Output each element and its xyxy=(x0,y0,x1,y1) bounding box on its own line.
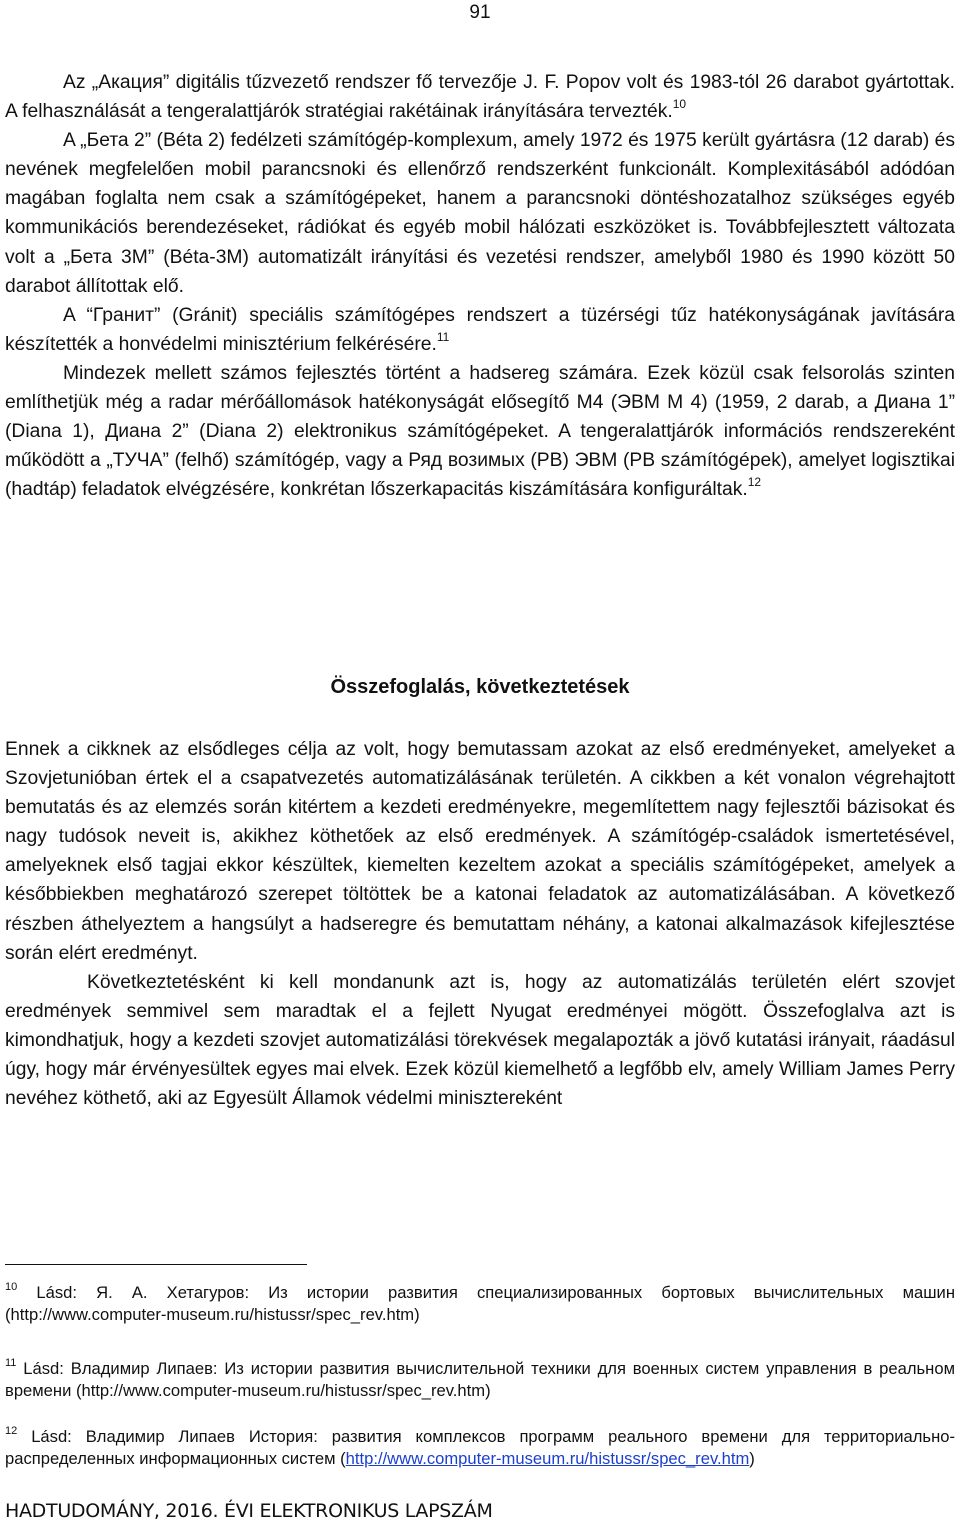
footnote-10 xyxy=(5,1282,955,1326)
paragraph-mindezek xyxy=(5,359,955,504)
footnote-11 xyxy=(5,1358,955,1402)
footnote-separator xyxy=(5,1264,307,1265)
paragraph-conclusion: Következtetésként ki kell mondanunk azt is, hogy az automatizálás területén elért szovjet eredmények semmivel sem maradtak el a fejlett Nyugat eredményei mögött. Összefoglalva azt is kimondhatjuk, hogy a kezdeti szovjet automatizálási törekvések megalapozták a jövő kutatási irányait, ráadásul úgy, hogy már érvényesültek egyes mai elvek. Ezek közül kiemelhető a legfőbb elv, amely William James Perry nevéhez köthető, aki az Egyesült Államok védelmi minisztereként xyxy=(5,971,955,1110)
paragraph-mindezek-text: Mindezek mellett számos fejlesztés történt a hadsereg számára. Ezek közül csak felsorolás szinten említhetjük még a radar mérőállomások hatékonyságát elősegítő M4 (ЭВМ М 4) (1959, 2 darab, a Диана 1” (Diana 1), Диана 2” (Diana 2) elektronikus számítógépeket. A tengeralattjárók információs rendszereként működött a „ТУЧА” (felhő) számítógép, vagy a Ряд возимых (РВ) ЭВМ (РВ számítógépek), amelyet logisztikai (hadtáp) feladatok elvégzésére, konkrétan lőszerkapacitás kiszámítására konfiguráltak. xyxy=(5,362,955,501)
footnote-number: 11 xyxy=(5,1357,17,1369)
footnote-link[interactable]: http://www.computer-museum.ru/histussr/spec_rev.htm xyxy=(345,1449,750,1468)
footnote-ref-10[interactable]: 10 xyxy=(672,97,687,112)
footnote-ref-11[interactable]: 11 xyxy=(436,329,450,344)
paragraph-akacia-text: Az „Акация” digitális tűzvezető rendszer fő tervezője J. F. Popov volt és 1983-tól 26 darabot gyártottak. A felhasználását a tengeralattjárók stratégiai rakétáinak irányítására tervezték. xyxy=(5,72,955,123)
footnote-number: 10 xyxy=(5,1281,18,1293)
paragraph-summary: Ennek a cikknek az elsődleges célja az volt, hogy bemutassam azokat az első eredményeket, amelyeket a Szovjetunióban értek el a csapatvezetés automatizálásának területén. A cikkben a két vonalon végrehajtott bemutatás és az elemzés során kitértem a kezdeti eredményekre, megemlítettem nagy fejlesztői bázisokat és nagy tudósok neveit is, akikhez köthetőek az első eredmények. A számítógép-családok ismertetésével, amelyeknek első tagjai ekkor készültek, kiemelten kezeltem azokat a speciális számítógépeket, amelyek a későbbiekben meghatározó szerepet töltöttek be a katonai feladatok az automatizálásában. A következő részben áthelyeztem a hangsúlyt a hadseregre és bemutattam néhány, a katonai alkalmazások kifejlesztése során elért eredményt. xyxy=(5,739,955,964)
page-footer: HADTUDOMÁNY, 2016. ÉVI ELEKTRONIKUS LAPSZÁM xyxy=(5,1500,493,1522)
footnote-12 xyxy=(5,1426,955,1470)
footnote-number: 12 xyxy=(5,1425,18,1437)
page-number: 91 xyxy=(469,2,491,23)
footnote-text: Lásd: Я. А. Хетагуров: Из истории развития специализированных бортовых вычислительных машин (http://www.computer-museum.ru/histussr/spec_rev.htm) xyxy=(5,1283,955,1324)
paragraph-granit xyxy=(5,301,955,359)
body-text-top xyxy=(5,68,955,504)
footnote-text-end: ) xyxy=(749,1449,755,1468)
footnote-text: Lásd: Владимир Липаев: Из истории развития вычислительной техники для военных систем управления в реальном времени (http://www.computer-museum.ru/histussr/spec_rev.htm) xyxy=(5,1359,955,1400)
section-heading: Összefoglalás, következtetések xyxy=(330,676,630,698)
paragraph-beta2: A „Бета 2” (Béta 2) fedélzeti számítógép-komplexum, amely 1972 és 1975 került gyártásra (12 darab) és nevének megfelelően mobil parancsnoki és ellenőrző rendszerként funkcionált. Komplexitásából adódóan magában foglalta nem csak a számítógépeket, hanem a parancsnoki döntéshozatalhoz szükséges egyéb kommunikációs berendezéseket, rádiókat és egyéb mobil hálózati eszközöket is. Továbbfejlesztett változata volt a „Бета 3М” (Béta-3M) automatizált irányítási és vezetési rendszer, amelyből 1980 és 1990 között 50 darabot állítottak elő. xyxy=(5,130,955,297)
paragraph-akacia xyxy=(5,68,955,126)
paragraph-granit-text: A “Гранит” (Gránit) speciális számítógépes rendszert a tüzérségi tűz hatékonyságának javítására készítették a honvédelmi minisztérium felkérésére. xyxy=(5,304,955,355)
footnote-ref-12[interactable]: 12 xyxy=(747,475,762,490)
footnote-text: Lásd: Владимир Липаев История: развития комплексов программ реального времени для территориально-распределенных информационных систем ( xyxy=(5,1427,955,1468)
body-text-bottom xyxy=(5,735,955,1113)
